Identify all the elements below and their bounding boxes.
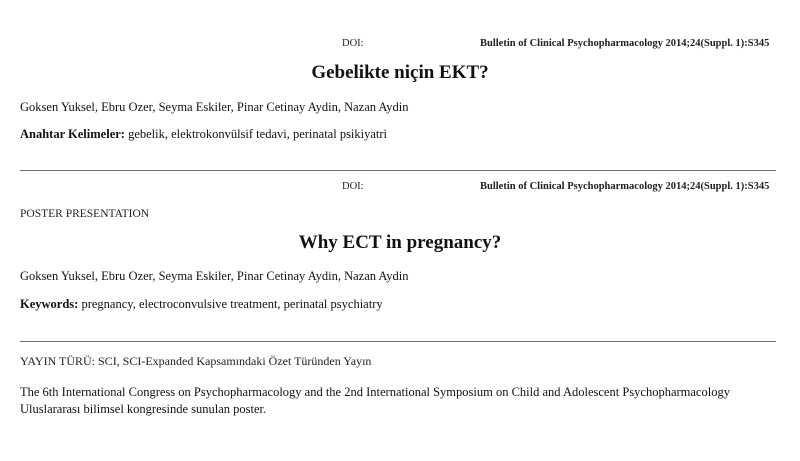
presentation-type: POSTER PRESENTATION (20, 208, 150, 220)
title-tr: Gebelikte niçin EKT? (311, 62, 489, 83)
congress-line-2: Uluslararası bilimsel kongresinde sunulan poster. (20, 402, 267, 416)
journal-citation-tr: Bulletin of Clinical Psychopharmacology 2014;24(Suppl. 1):S345 (480, 38, 770, 49)
keywords-label-tr: Anahtar Kelimeler: (20, 127, 125, 141)
doi-label-tr: DOI: (342, 38, 364, 49)
authors-en: Goksen Yuksel, Ebru Ozer, Seyma Eskiler, Pinar Cetinay Aydin, Nazan Aydin (20, 269, 409, 283)
divider-2 (20, 341, 776, 342)
keywords-tr (20, 127, 387, 142)
title-en: Why ECT in pregnancy? (298, 232, 502, 253)
journal-citation-en: Bulletin of Clinical Psychopharmacology 2014;24(Suppl. 1):S345 (480, 181, 770, 192)
authors-tr: Goksen Yuksel, Ebru Ozer, Seyma Eskiler, Pinar Cetinay Aydin, Nazan Aydin (20, 100, 409, 114)
congress-line-1: The 6th International Congress on Psychopharmacology and the 2nd International Symposium on Child and Adolescent Psychopharmacology (20, 385, 730, 399)
publication-type: YAYIN TÜRÜ: SCI, SCI-Expanded Kapsamındaki Özet Türünden Yayın (20, 354, 372, 368)
keywords-en (20, 297, 383, 312)
keywords-value-en: pregnancy, electroconvulsive treatment, perinatal psychiatry (81, 297, 383, 311)
keywords-label-en: Keywords: (20, 297, 79, 311)
doi-label-en: DOI: (342, 181, 364, 192)
keywords-value-tr: gebelik, elektrokonvülsif tedavi, perinatal psikiyatri (128, 127, 388, 141)
divider-1 (20, 170, 776, 171)
